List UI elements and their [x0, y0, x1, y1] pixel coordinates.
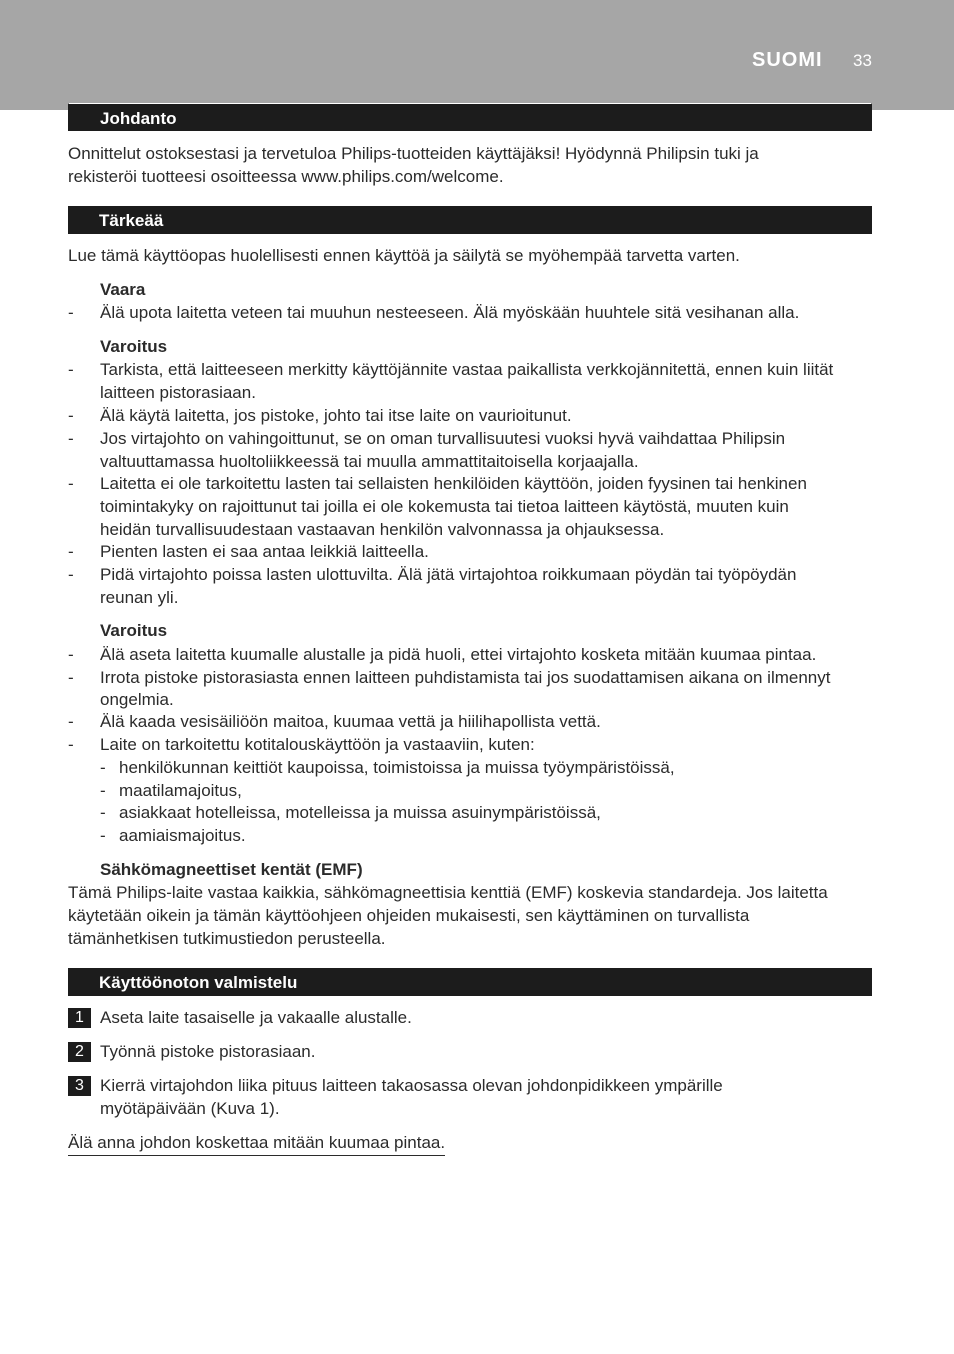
bullet-dash: - — [68, 668, 74, 687]
sub-bullet-dash: - — [100, 803, 106, 822]
caution-subitem: maatilamajoitus, — [119, 781, 242, 800]
warning-item: toimintakyky on rajoittunut tai joilla ei ole kokemusta tai tietoa laitteen käytöstä, muuten kuin — [100, 497, 789, 516]
warning-item: Tarkista, että laitteeseen merkitty käyttöjännite vastaa paikallista verkkojännitettä, ennen kuin liität — [100, 360, 834, 379]
section-title: Johdanto — [100, 109, 177, 128]
caution-subitem: asiakkaat hotelleissa, motelleissa ja muissa asuinympäristöissä, — [119, 803, 601, 822]
emf-heading: Sähkömagneettiset kentät (EMF) — [100, 860, 363, 879]
section-header-prepare — [68, 968, 872, 996]
warning-item: Älä käytä laitetta, jos pistoke, johto tai itse laite on vaurioitunut. — [100, 406, 572, 425]
caution-item: Älä kaada vesisäiliöön maitoa, kuumaa vettä ja hiilihapollista vettä. — [100, 712, 601, 731]
section-header-intro — [68, 103, 872, 131]
important-lead: Lue tämä käyttöopas huolellisesti ennen käyttöä ja säilytä se myöhempää tarvetta varten. — [68, 246, 740, 265]
step-text: Aseta laite tasaiselle ja vakaalle alustalle. — [100, 1008, 412, 1027]
section-title: Tärkeää — [99, 211, 164, 230]
emf-line: käytetään oikein ja tämän käyttöohjeen ohjeiden mukaisesti, sen käyttäminen on turvallista — [68, 906, 750, 925]
warning-item: laitteen pistorasiaan. — [100, 383, 256, 402]
warning-item: reunan yli. — [100, 588, 179, 607]
intro-line: Onnittelut ostoksestasi ja tervetuloa Philips-tuotteiden käyttäjäksi! Hyödynnä Philipsin tuki ja — [68, 144, 759, 163]
bullet-dash: - — [68, 429, 74, 448]
step-number: 2 — [68, 1042, 91, 1062]
header-band — [0, 0, 954, 110]
caution-subitem: henkilökunnan keittiöt kaupoissa, toimistoissa ja muissa työympäristöissä, — [119, 758, 675, 777]
caution-item: Laite on tarkoitettu kotitalouskäyttöön ja vastaaviin, kuten: — [100, 735, 535, 754]
emf-line: tämänhetkisen tutkimustiedon perusteella. — [68, 929, 386, 948]
caution-item: Irrota pistoke pistorasiasta ennen laitteen puhdistamista tai jos suodattamisen aikana on ilmennyt — [100, 668, 831, 687]
danger-item: Älä upota laitetta veteen tai muuhun nesteeseen. Älä myöskään huuhtele sitä vesihanan alla. — [100, 303, 800, 322]
language-label: SUOMI — [752, 49, 823, 71]
hot-surface-note: Älä anna johdon koskettaa mitään kuumaa pintaa. — [68, 1131, 445, 1156]
warning-heading: Varoitus — [100, 337, 168, 356]
warning-item: Laitetta ei ole tarkoitettu lasten tai sellaisten henkilöiden käyttöön, joiden fyysinen tai henkinen — [100, 474, 807, 493]
caution-subitem: aamiaismajoitus. — [119, 826, 246, 845]
intro-line: rekisteröi tuotteesi osoitteessa www.philips.com/welcome. — [68, 167, 504, 186]
bullet-dash: - — [68, 645, 74, 664]
warning-item: valtuuttamassa huoltoliikkeessä tai muulla ammattitaitoisella korjaajalla. — [100, 452, 639, 471]
step-text: Työnnä pistoke pistorasiaan. — [100, 1042, 316, 1061]
bullet-dash: - — [68, 303, 74, 322]
warning-item: Pidä virtajohto poissa lasten ulottuvilta. Älä jätä virtajohtoa roikkumaan pöydän tai työpöydän — [100, 565, 797, 584]
danger-heading: Vaara — [100, 280, 146, 299]
bullet-dash: - — [68, 735, 74, 754]
caution-item: ongelmia. — [100, 690, 174, 709]
step-text: myötäpäivään (Kuva 1). — [100, 1099, 280, 1118]
warning-item: Pienten lasten ei saa antaa leikkiä laitteella. — [100, 542, 429, 561]
bullet-dash: - — [68, 474, 74, 493]
warning-item: Jos virtajohto on vahingoittunut, se on oman turvallisuutesi vuoksi hyvä vaihdattaa Philipsin — [100, 429, 786, 448]
emf-line: Tämä Philips-laite vastaa kaikkia, sähkömagneettisia kenttiä (EMF) koskevia standardeja. Jos laitetta — [68, 883, 828, 902]
warning-item: heidän turvallisuudestaan vastaavan henkilön valvonnassa ja ohjauksessa. — [100, 520, 665, 539]
sub-bullet-dash: - — [100, 781, 106, 800]
sub-bullet-dash: - — [100, 758, 106, 777]
sub-bullet-dash: - — [100, 826, 106, 845]
section-header-important — [68, 206, 872, 234]
bullet-dash: - — [68, 360, 74, 379]
bullet-dash: - — [68, 565, 74, 584]
section-title: Käyttöönoton valmistelu — [99, 973, 298, 992]
step-text: Kierrä virtajohdon liika pituus laitteen takaosassa olevan johdonpidikkeen ympärille — [100, 1076, 723, 1095]
bullet-dash: - — [68, 542, 74, 561]
bullet-dash: - — [68, 406, 74, 425]
caution-item: Älä aseta laitetta kuumalle alustalle ja pidä huoli, ettei virtajohto kosketa mitään kuumaa pintaa. — [100, 645, 817, 664]
caution-heading: Varoitus — [100, 621, 168, 640]
bullet-dash: - — [68, 712, 74, 731]
page-number: 33 — [853, 51, 872, 70]
step-number: 3 — [68, 1076, 91, 1096]
step-number: 1 — [68, 1008, 91, 1028]
